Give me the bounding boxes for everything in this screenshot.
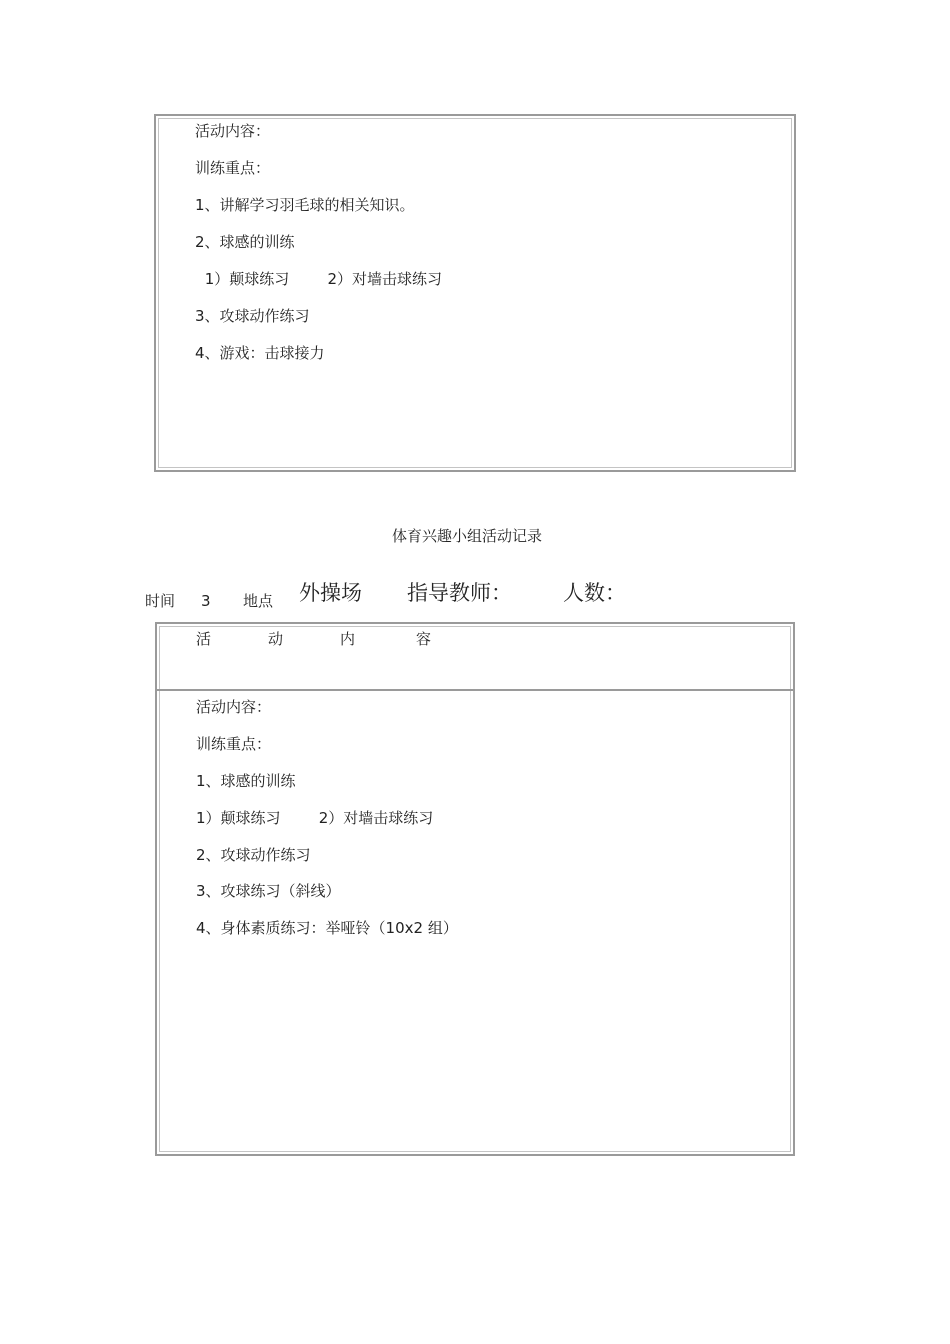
record-2-header-divider: [155, 689, 795, 691]
record-1-line-subitems: 1）颠球练习 2）对墙击球练习: [200, 270, 443, 288]
place-label: 地点: [243, 592, 274, 610]
record-2-line-item-4: 4、身体素质练习：举哑铃（10x2 组）: [196, 919, 458, 937]
record-2-line-focus: 训练重点：: [196, 735, 272, 753]
record-2-line-item-1: 1、球感的训练: [196, 772, 296, 790]
record-1-line-activity: 活动内容：: [195, 122, 271, 140]
record-2-line-item-2: 2、攻球动作练习: [196, 846, 311, 864]
teacher-label: 指导教师：: [407, 581, 512, 605]
record-2-header-char-4: 容: [416, 630, 432, 648]
record-2-line-item-3: 3、攻球练习（斜线）: [196, 882, 341, 900]
time-label: 时间: [145, 592, 176, 610]
place-value: 外操场: [299, 581, 362, 605]
record-2-line-activity: 活动内容：: [196, 698, 272, 716]
record-2-header-char-1: 活: [196, 630, 212, 648]
record-1-line-focus: 训练重点：: [195, 159, 271, 177]
page-title: 体育兴趣小组活动记录: [392, 527, 543, 545]
record-1-line-item-2: 2、球感的训练: [195, 233, 295, 251]
record-2-header-char-3: 内: [340, 630, 356, 648]
record-1-line-item-1: 1、讲解学习羽毛球的相关知识。: [195, 196, 415, 214]
record-2-line-subitems: 1）颠球练习 2）对墙击球练习: [196, 809, 434, 827]
record-1-line-item-3: 3、攻球动作练习: [195, 307, 310, 325]
time-value: 3: [201, 592, 211, 610]
record-1-line-item-4: 4、游戏：击球接力: [195, 344, 325, 362]
record-2-header-char-2: 动: [268, 630, 284, 648]
count-label: 人数：: [563, 581, 626, 605]
